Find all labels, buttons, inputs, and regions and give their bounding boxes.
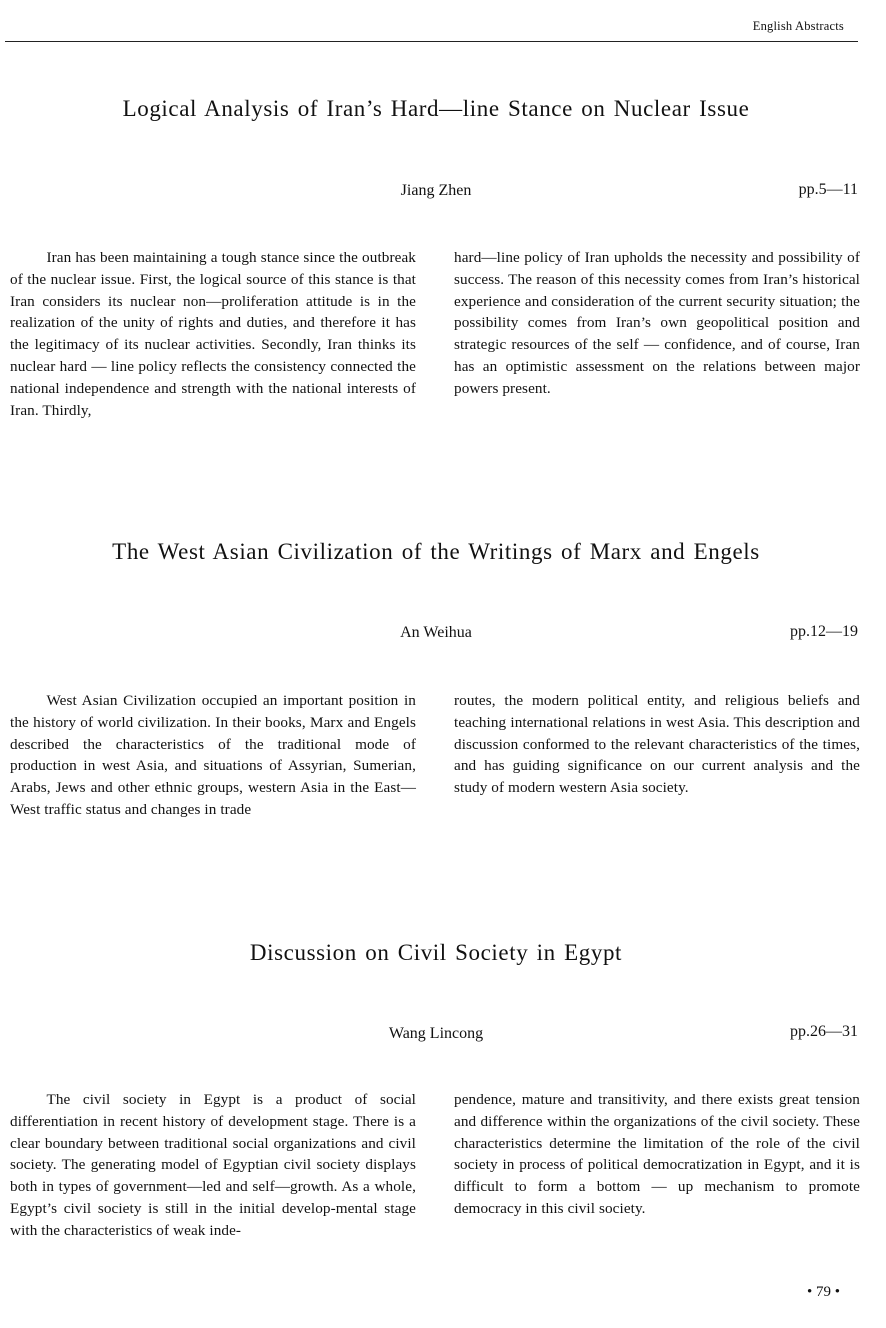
article-pages: pp.5—11 [798,181,858,198]
abstract-right-column [454,247,860,400]
article-title: Logical Analysis of Iran’s Hard—line Stance on Nuclear Issue [122,96,750,121]
article-author: An Weihua [400,624,472,641]
abstract-paragraph: The civil society in Egypt is a product of social differentiation in recent history of development stage. There is a clear boundary between traditional social organizations and civil society. The generating model of Egyptian civil society displays both in types of government—led and self—growth. As a whole, Egypt’s civil society is still in the initial develop-mental stage with the characteristics of weak inde- [10,1091,416,1239]
header-rule [5,41,858,42]
abstract-left-column [10,247,416,421]
abstract-left-column [10,690,416,821]
abstract-right-column [454,690,860,799]
abstract-left-column [10,1089,416,1242]
article-pages: pp.12—19 [790,623,858,640]
abstract-paragraph: pendence, mature and transitivity, and there exists great tension and difference within the organizations of the civil society. These characteristics determine the limitation of the role of the civil society in process of political democratization in Egypt, and it is difficult to form a bottom — up mechanism to promote democracy in this civil society. [454,1091,860,1217]
abstract-paragraph: routes, the modern political entity, and religious beliefs and teaching international relations in west Asia. This description and discussion conformed to the relevant characteristics of the times, and has guiding significance on our current analysis and the study of modern western Asia society. [454,692,860,797]
page-number: • 79 • [806,1284,840,1300]
article-author: Wang Lincong [388,1025,484,1042]
article-title: The West Asian Civilization of the Writings of Marx and Engels [112,539,760,564]
abstract-right-column [454,1089,860,1220]
abstract-paragraph: West Asian Civilization occupied an important position in the history of world civilization. In their books, Marx and Engels described the characteristics of the traditional mode of production in west Asia, and situations of Assyrian, Sumerian, Arabs, Jews and other ethnic groups, western Asia in the East—West traffic status and changes in trade [10,692,416,818]
abstract-paragraph: Iran has been maintaining a tough stance since the outbreak of the nuclear issue. First, the logical source of this stance is that Iran considers its nuclear non—proliferation attitude is in the realization of the unity of rights and duties, and therefore it has the legitimacy of its nuclear activities. Secondly, Iran thinks its nuclear hard — line policy reflects the consistency connected the national independence and strength with the national interests of Iran. Thirdly, [10,249,416,419]
running-head: English Abstracts [752,19,844,33]
article-author: Jiang Zhen [400,182,472,199]
article-pages: pp.26—31 [790,1023,858,1040]
abstract-paragraph: hard—line policy of Iran upholds the necessity and possibility of success. The reason of this necessity comes from Iran’s historical experience and consideration of the current security situation; the possibility comes from Iran’s own geopolitical position and strategic resources of the self — confidence, and of course, Iran has an optimistic assessment on the relations between major powers present. [454,249,860,397]
article-title: Discussion on Civil Society in Egypt [249,940,623,965]
